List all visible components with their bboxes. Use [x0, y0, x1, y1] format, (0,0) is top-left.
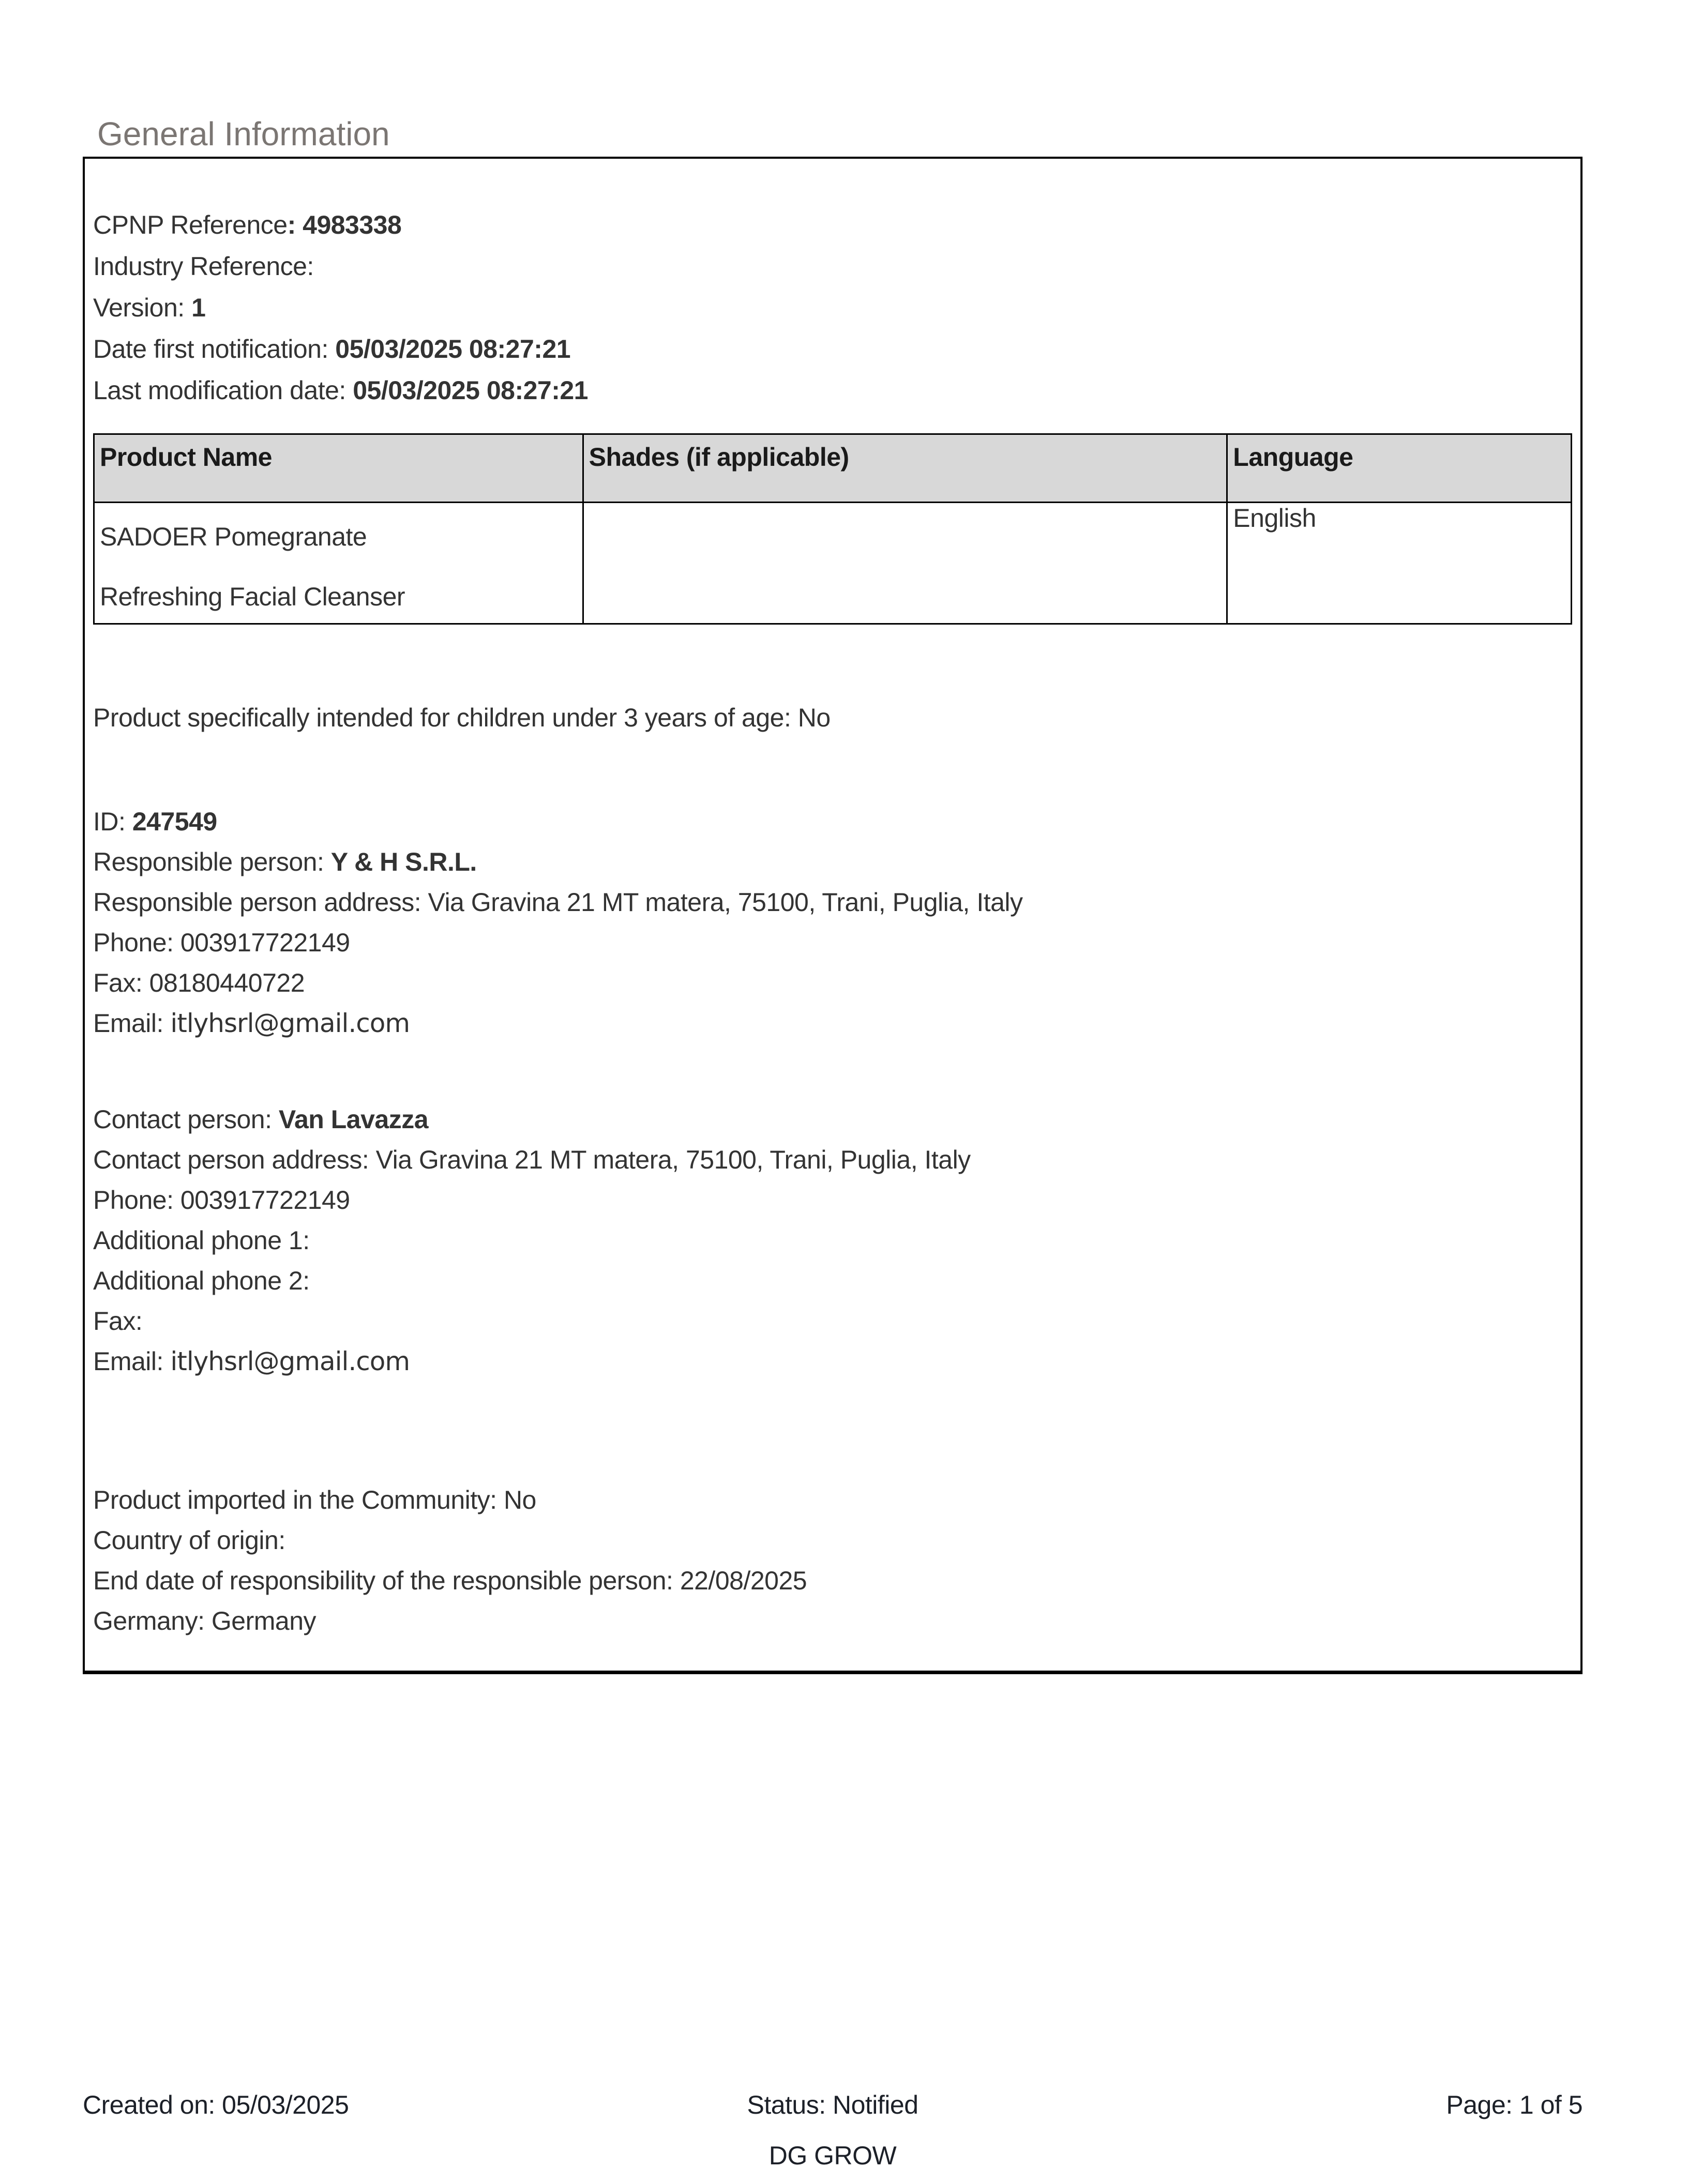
language-cell: English: [1227, 503, 1572, 624]
product-table-row: [94, 503, 1572, 624]
product-name-cell: [94, 503, 583, 624]
responsible-person-block: [93, 801, 1572, 1043]
responsible-phone-line: Phone: 003917722149: [93, 928, 350, 957]
contact-person-value: Van Lavazza: [278, 1105, 428, 1134]
product-imported-line: Product imported in the Community: No: [93, 1485, 536, 1514]
id-label: ID:: [93, 807, 126, 836]
contact-person-line: [93, 1099, 1572, 1140]
cpnp-reference-line: [93, 204, 1572, 246]
cpnp-reference-label: CPNP Reference: [93, 210, 288, 239]
responsible-person-value: Y & H S.R.L.: [330, 847, 477, 876]
germany-line: Germany: Germany: [93, 1606, 317, 1635]
shades-cell: [583, 503, 1227, 624]
id-line: [93, 801, 1572, 842]
contact-email-label: Email:: [93, 1347, 163, 1376]
contact-phone-line: Phone: 003917722149: [93, 1186, 350, 1215]
cpnp-reference-value: : 4983338: [287, 210, 402, 239]
version-label: Version:: [93, 293, 185, 322]
industry-reference-label: Industry Reference:: [93, 252, 314, 281]
contact-fax-line: Fax:: [93, 1307, 143, 1336]
contact-additional-phone2-line: Additional phone 2:: [93, 1266, 310, 1295]
contact-email-value: itlyhsrl@gmail.com: [170, 1346, 410, 1376]
date-first-notification-label: Date first notification:: [93, 335, 328, 363]
date-first-notification-value: 05/03/2025 08:27:21: [335, 335, 571, 363]
language-header: Language: [1227, 434, 1572, 503]
page-footer: [83, 2090, 1583, 2120]
general-information-box: [83, 157, 1583, 1674]
industry-reference-line: [93, 246, 1572, 287]
children-statement-block: [93, 697, 1572, 738]
product-name-header: Product Name: [94, 434, 583, 503]
responsible-person-label: Responsible person:: [93, 847, 324, 876]
contact-person-label: Contact person:: [93, 1105, 272, 1134]
version-line: [93, 287, 1572, 328]
footer-status: Status: Notified: [747, 2090, 918, 2119]
id-value: 247549: [132, 807, 217, 836]
children-statement-line: Product specifically intended for children under 3 years of age: No: [93, 703, 831, 732]
footer-created-on: Created on: 05/03/2025: [83, 2090, 349, 2119]
product-table: [93, 433, 1572, 625]
responsible-fax-line: Fax: 08180440722: [93, 968, 305, 997]
country-of-origin-line: Country of origin:: [93, 1526, 285, 1555]
footer-org-name: DG GROW: [768, 2141, 897, 2170]
date-first-notification-line: [93, 328, 1572, 370]
end-date-responsibility-line: End date of responsibility of the responsible person: 22/08/2025: [93, 1566, 807, 1595]
shades-header: Shades (if applicable): [583, 434, 1227, 503]
contact-email-line: [93, 1341, 1572, 1382]
responsible-email-line: [93, 1003, 1572, 1043]
product-name-line1: SADOER Pomegranate: [100, 522, 367, 551]
responsible-person-line: [93, 842, 1572, 882]
contact-person-block: [93, 1099, 1572, 1382]
version-value: 1: [191, 293, 206, 322]
contact-additional-phone1-line: Additional phone 1:: [93, 1226, 310, 1255]
footer-page-number: Page: 1 of 5: [1446, 2090, 1583, 2119]
contact-person-address-line: Contact person address: Via Gravina 21 MT matera, 75100, Trani, Puglia, Italy: [93, 1145, 971, 1174]
product-table-header-row: [94, 434, 1572, 503]
responsible-email-value: itlyhsrl@gmail.com: [170, 1008, 410, 1038]
page-title: General Information: [97, 115, 390, 153]
responsible-person-address-line: Responsible person address: Via Gravina 21 MT matera, 75100, Trani, Puglia, Italy: [93, 888, 1023, 917]
last-modification-value: 05/03/2025 08:27:21: [353, 376, 588, 405]
product-name-line2: Refreshing Facial Cleanser: [100, 582, 405, 611]
last-modification-line: [93, 370, 1572, 411]
last-modification-label: Last modification date:: [93, 376, 346, 405]
responsible-email-label: Email:: [93, 1009, 163, 1038]
import-information-block: [93, 1480, 1572, 1641]
notification-reference-block: [93, 204, 1572, 411]
